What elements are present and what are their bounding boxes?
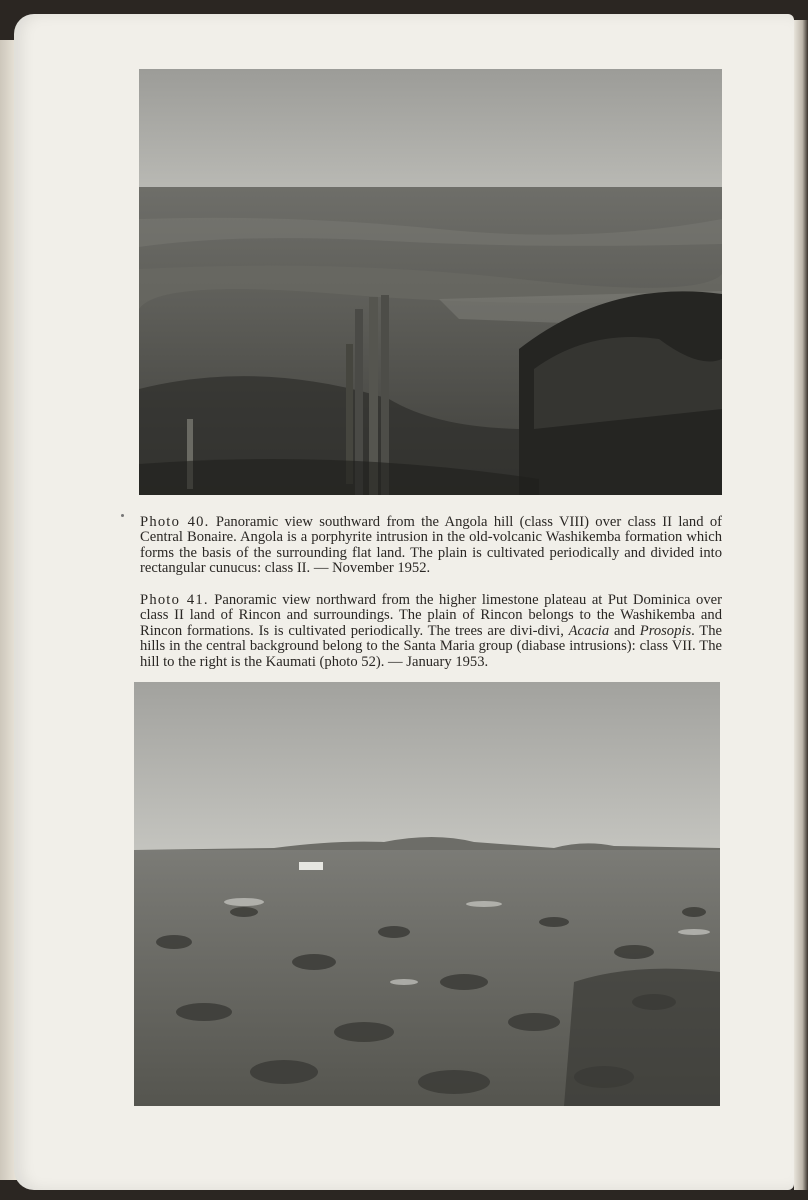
caption-photo-40 <box>140 515 722 577</box>
caption-photo-40-label: Photo 40. <box>140 513 210 530</box>
caption-photo-41-text-a: Panoramic view northward from the higher limestone plateau at Put Dominica over class II land of Rincon and surroundings. The plain of Rincon belongs to the Washikemba and Rincon formations. Is is cultivated periodically. The trees are divi-divi, <box>140 591 722 639</box>
page-right-edge <box>794 20 808 1190</box>
caption-photo-40-text: Panoramic view southward from the Angola hill (class VIII) over class II land of Central Bonaire. Angola is a porphyrite intrusion in the old-volcanic Washikemba formation which forms the basis of the surrounding flat land. The plain is cultivated periodically and divided into rectangular cunucus: class II. — November 1952. <box>140 513 723 577</box>
caption-photo-41-italic-acacia: Acacia <box>568 622 610 639</box>
caption-photo-41-text-c: . The hills in the central background belong to the Santa Maria group (diabase intrusions): class VII. The hill to the right is the Kaumati (photo 52). — January 1953. <box>140 622 722 670</box>
margin-mark <box>121 514 124 517</box>
caption-photo-41 <box>140 593 722 671</box>
caption-photo-41-text-b: and <box>609 622 640 639</box>
caption-photo-41-italic-prosopis: Prosopis <box>639 622 692 639</box>
photo-40 <box>139 69 722 495</box>
photo-41 <box>134 682 720 1106</box>
photo-40-image <box>139 69 722 495</box>
photo-41-image <box>134 682 720 1106</box>
caption-photo-41-label: Photo 41. <box>140 591 209 608</box>
